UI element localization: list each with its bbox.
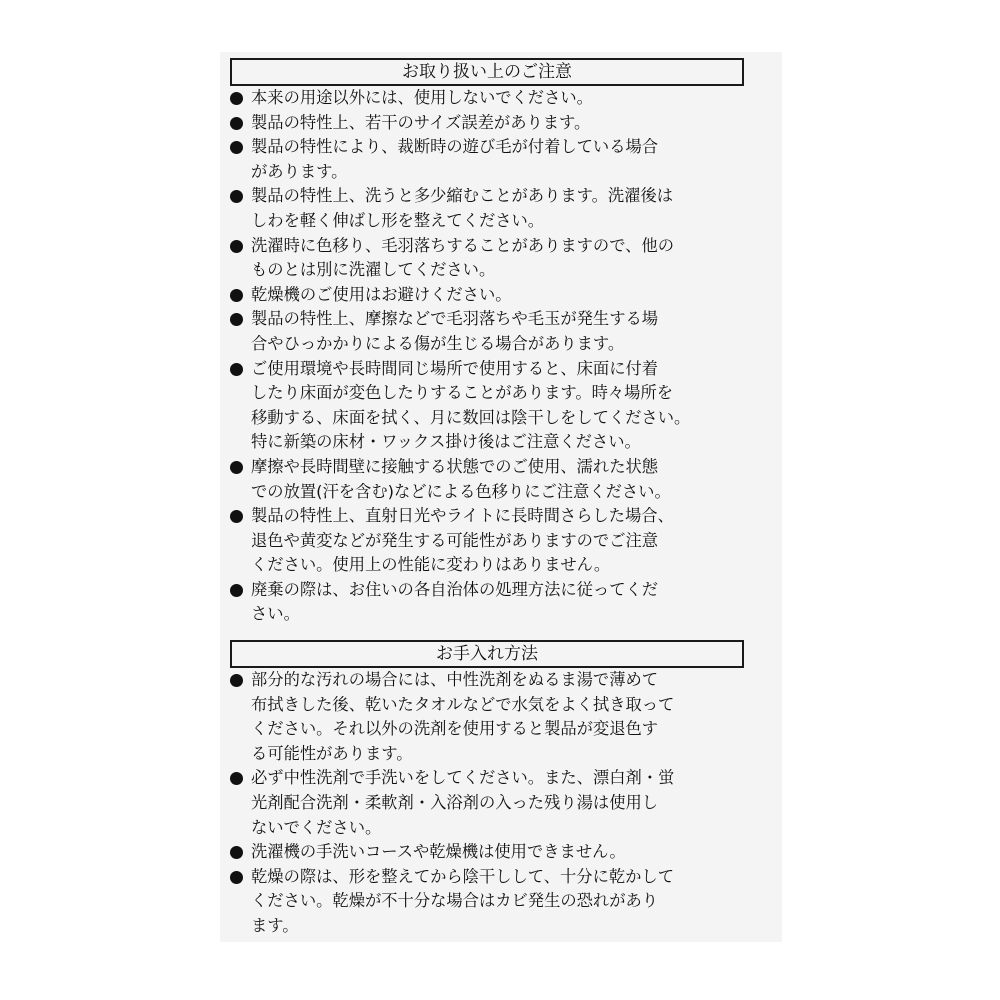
label-cut-edge (220, 942, 782, 950)
list-item (230, 135, 765, 184)
list-item (230, 840, 765, 865)
item-text-line: ください。乾燥が不十分な場合はカビ発生の恐れがあり (251, 891, 659, 911)
care-instructions-title: お手入れ方法 (230, 640, 744, 668)
list-item (230, 578, 765, 627)
list-item (230, 111, 765, 136)
list-item (230, 86, 765, 111)
bullet-icon (230, 141, 243, 154)
bullet-icon (230, 289, 243, 302)
item-text-line: 必ず中性洗剤で手洗いをしてください。また、漂白剤・蛍 (251, 768, 675, 788)
item-text-line: 布拭きした後、乾いたタオルなどで水気をよく拭き取って (251, 694, 675, 714)
item-text-line: 製品の特性により、裁断時の遊び毛が付着している場合 (251, 137, 659, 157)
item-text-line: 摩擦や長時間壁に接触する状態でのご使用、濡れた状態 (251, 456, 659, 476)
bullet-icon (230, 584, 243, 597)
item-text-line: しわを軽く伸ばし形を整えてください。 (251, 210, 545, 230)
item-text-line: 特に新築の床材・ワックス掛け後はご注意ください。 (251, 432, 641, 452)
item-text-line: したり床面が変色したりすることがあります。時々場所を (251, 383, 674, 403)
item-text-line: ください。それ以外の洗剤を使用すると製品が変退色す (251, 719, 659, 739)
item-text-line: 合やひっかかりによる傷が生じる場合があります。 (251, 333, 625, 353)
list-item (230, 455, 765, 504)
item-text-line: さい。 (251, 604, 300, 624)
bullet-icon (230, 510, 243, 523)
item-text-line: 製品の特性上、洗うと多少縮むことがあります。洗濯後は (251, 186, 674, 206)
list-item (230, 283, 765, 308)
bullet-icon (230, 92, 243, 105)
bullet-icon (230, 846, 243, 859)
bullet-icon (230, 117, 243, 130)
item-text-line: ます。 (251, 915, 299, 935)
item-text-line: 洗濯時に色移り、毛羽落ちすることがありますので、他の (251, 235, 674, 255)
bullet-icon (230, 461, 243, 474)
item-text-line: ないでください。 (251, 817, 382, 837)
bullet-icon (230, 772, 243, 785)
bullet-icon (230, 674, 243, 687)
item-text-line: 本来の用途以外には、使用しないでください。 (251, 88, 593, 107)
list-item (230, 504, 765, 578)
item-text-line: 製品の特性上、摩擦などで毛羽落ちや毛玉が発生する場 (251, 309, 659, 329)
item-text-line: 乾燥機のご使用はお避けください。 (251, 284, 512, 304)
list-item (230, 307, 765, 356)
handling-cautions-list (230, 86, 765, 627)
item-text-line: での放置(汗を含む)などによる色移りにご注意ください。 (251, 481, 671, 501)
list-item (230, 668, 765, 766)
item-text-line: があります。 (251, 161, 348, 181)
item-text-line: 退色や黄変などが発生する可能性がありますのでご注意 (251, 530, 659, 550)
item-text-line: 部分的な汚れの場合には、中性洗剤をぬるま湯で薄めて (251, 670, 659, 689)
list-item (230, 357, 765, 455)
item-text-line: 製品の特性上、若干のサイズ誤差があります。 (251, 112, 591, 132)
item-text-line: ください。使用上の性能に変わりはありません。 (251, 555, 611, 575)
item-text-line: 乾燥の際は、形を整えてから陰干しして、十分に乾かして (251, 866, 674, 886)
bullet-icon (230, 190, 243, 203)
list-item (230, 184, 765, 233)
item-text-line: ご使用環境や長時間同じ場所で使用すると、床面に付着 (251, 358, 659, 378)
care-label (220, 52, 782, 950)
item-text-line: 移動する、床面を拭く、月に数回は陰干しをしてください。 (251, 407, 691, 427)
item-text-line: 廃棄の際は、お住いの各自治体の処理方法に従ってくだ (251, 579, 659, 599)
list-item (230, 865, 765, 939)
item-text-line: ものとは別に洗濯してください。 (251, 260, 496, 280)
item-text-line: る可能性があります。 (251, 743, 413, 763)
bullet-icon (230, 363, 243, 376)
bullet-icon (230, 240, 243, 253)
list-item (230, 234, 765, 283)
item-text-line: 洗濯機の手洗いコースや乾燥機は使用できません。 (251, 842, 626, 862)
item-text-line: 光剤配合洗剤・柔軟剤・入浴剤の入った残り湯は使用し (251, 792, 659, 812)
bullet-icon (230, 313, 243, 326)
list-item (230, 766, 765, 840)
bullet-icon (230, 871, 243, 884)
item-text-line: 製品の特性上、直射日光やライトに長時間さらした場合、 (251, 506, 674, 526)
care-instructions-list (230, 668, 765, 939)
handling-cautions-title: お取り扱い上のご注意 (230, 58, 744, 86)
